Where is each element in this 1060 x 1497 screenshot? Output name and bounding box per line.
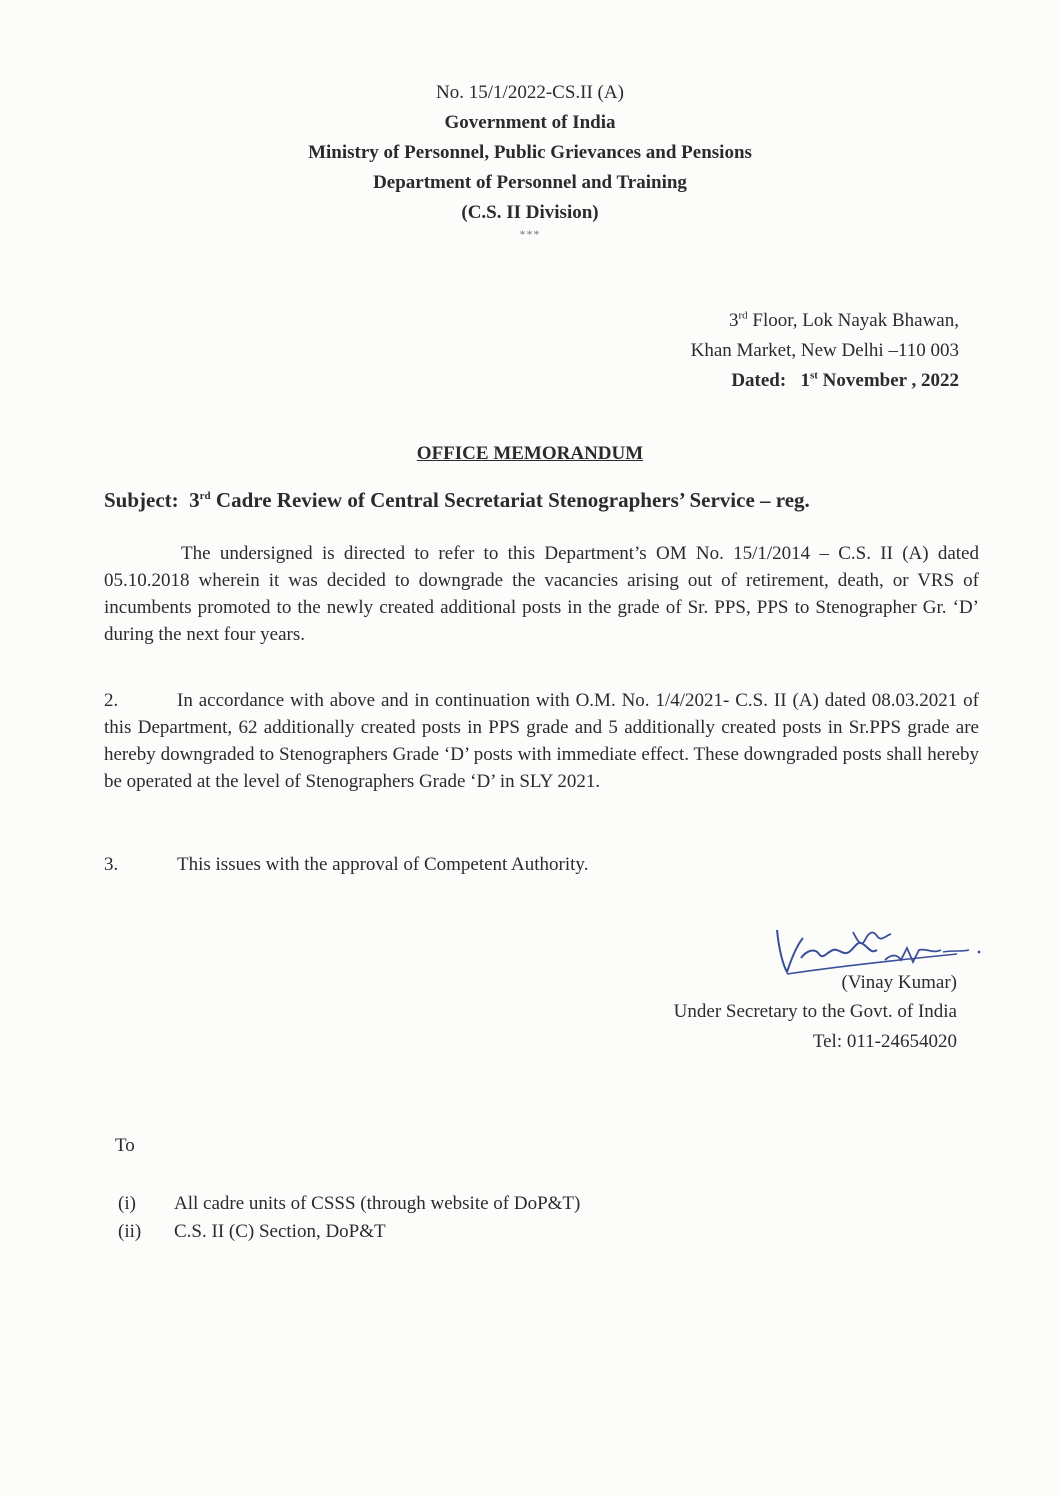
- floor-number: 3: [728, 310, 739, 331]
- paragraph-2-number: 2.: [104, 690, 119, 711]
- date-line: [691, 366, 959, 396]
- signatory-designation: Under Secretary to the Govt. of India: [673, 1001, 957, 1022]
- paragraph-3-text: This issues with the approval of Competent Authority.: [177, 854, 589, 875]
- paragraph-1: The undersigned is directed to refer to this Department’s OM No. 15/1/2014 – C.S. II (A) dated 05.10.2018 wherein it was decided to downgrade the vacancies arising out of retirement, death, or VRS of incumbents promoted to the newly created additional posts in the grade of Sr. PPS, PPS to Stenographer Gr. ‘D’ during the next four years.: [104, 543, 979, 645]
- list-item-text: C.S. II (C) Section, DoP&T: [174, 1221, 386, 1242]
- to-label: To: [115, 1135, 135, 1156]
- signatory-telephone: Tel: 011-24654020: [812, 1031, 957, 1052]
- memo-title: OFFICE MEMORANDUM: [416, 443, 644, 464]
- list-item-index: (i): [118, 1193, 136, 1214]
- paragraph-3-number: 3.: [104, 854, 119, 875]
- file-number: No. 15/1/2022-CS.II (A): [436, 82, 624, 103]
- list-item-text: All cadre units of CSSS (through website of DoP&T): [174, 1193, 581, 1214]
- ministry-line: Ministry of Personnel, Public Grievances and Pensions: [308, 142, 752, 163]
- subject-line: [104, 488, 810, 513]
- division-line: (C.S. II Division): [461, 202, 599, 223]
- government-line: Government of India: [444, 112, 616, 133]
- signatory-name: (Vinay Kumar): [841, 972, 957, 993]
- paragraph-3: [104, 851, 979, 878]
- date-suffix: st: [809, 369, 818, 382]
- separator-stars: ***: [519, 227, 541, 241]
- list-item-index: (ii): [118, 1221, 142, 1242]
- letterhead: [0, 78, 1060, 240]
- paragraph-2-text: In accordance with above and in continuation with O.M. No. 1/4/2021- C.S. II (A) dated 08.03.2021 of this Department, 62 additionally created posts in PPS grade and 5 additionally created posts in Sr.PPS grade are hereby downgraded to Stenographers Grade ‘D’ posts with immediate effect. These downgraded posts shall hereby be operated at the level of Stenographers Grade ‘D’ in SLY 2021.: [104, 690, 979, 792]
- floor-rest: Floor, Lok Nayak Bhawan,: [747, 310, 959, 331]
- subject-number: 3: [189, 488, 200, 512]
- subject-label: Subject:: [104, 488, 179, 512]
- dated-label: Dated:: [731, 370, 787, 391]
- signatory-details: [674, 997, 957, 1057]
- signature-block: [617, 910, 957, 1060]
- floor-suffix: rd: [738, 309, 748, 322]
- address-line-2: Khan Market, New Delhi –110 003: [690, 340, 959, 361]
- subject-suffix: rd: [199, 490, 211, 502]
- department-line: Department of Personnel and Training: [373, 172, 687, 193]
- date-day: 1: [800, 370, 810, 391]
- address-line-1: [691, 306, 959, 336]
- list-item: [118, 1218, 580, 1246]
- office-address: [691, 306, 959, 396]
- subject-text: Cadre Review of Central Secretariat Stenographers’ Service – reg.: [210, 488, 810, 512]
- list-item: [118, 1190, 580, 1218]
- distribution-list: [118, 1190, 580, 1246]
- paragraph-2: [104, 687, 979, 795]
- date-rest: November , 2022: [817, 370, 959, 391]
